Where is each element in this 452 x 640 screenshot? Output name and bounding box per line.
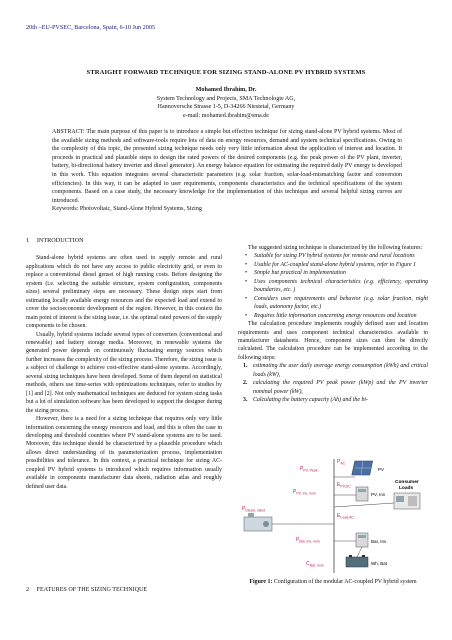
label-pdiesel: $P_{Diesel, rated}$ bbox=[242, 506, 265, 513]
step-list bbox=[238, 362, 428, 404]
keywords: Keywords: Photovoltaic, Stand-Alone Hybrid Systems, Sizing bbox=[52, 206, 202, 213]
author-block bbox=[0, 86, 452, 120]
pv-inverter-icon bbox=[356, 487, 368, 501]
diesel-generator-icon bbox=[244, 513, 272, 531]
feature-item: • Considers user requirements and behavior (e.g. solar fraction, night loads, autonomy factor, etc.) bbox=[254, 295, 428, 312]
author-email: e-mail: mohamed.ibrahim@sma.de bbox=[183, 112, 269, 119]
feature-item: • Requires little information concerning energy resources and location bbox=[254, 312, 428, 320]
features-intro: The suggested sizing technique is characterized by the following features: bbox=[248, 245, 423, 251]
label-wh-bat: Wh, Bat bbox=[371, 561, 388, 566]
label-pinv: $P_{PV, Inv, nom}$ bbox=[293, 489, 316, 496]
intro-paragraph-3: However, there is a need for a sizing technique that requires only very little information concerning the energy resources and load, and this is often the case in developing and threshold countries where PV stand-alone systems are to be used. Moreover, this technique should be characterized by a plausible procedure which allows direct understanding of its parameterization process, implementation possibilities and tolerance. In this context, a practical technique for sizing AC-coupled PV hybrid systems is introduced which requires information usually available in components manufacturer data sheets, radiation atlas and roughly defined user data. bbox=[26, 416, 222, 490]
label-pv-inv: PV, Inv bbox=[371, 492, 386, 497]
label-epv: $E_{PV,DC}$ bbox=[337, 482, 351, 489]
caption-text: Configuration of the modular AC-coupled PV hybrid system bbox=[273, 579, 417, 585]
label-eload: $E_{Load,AC}$ bbox=[337, 513, 354, 520]
section-1-heading: 1 INTRODUCTION bbox=[26, 237, 84, 244]
abstract bbox=[52, 128, 402, 214]
label-cbat: $C_{Bat, nom}$ bbox=[306, 561, 324, 568]
left-column bbox=[26, 237, 222, 491]
figure-1-diagram bbox=[238, 455, 428, 575]
feature-item: • Suitable for sizing PV hybrid systems for remote and rural locations bbox=[254, 252, 428, 260]
section-2-heading: 2 FEATURES OF THE SIZING TECHNIQUE bbox=[26, 587, 148, 593]
feature-item: • Uses components technical characteristics (e.g. efficiency, operating boundaries, etc. ) bbox=[254, 278, 428, 295]
intro-paragraph-2: Usually, hybrid systems include several types of converters (conventional and renewable) and battery storage media. Moreover, in renewable systems the generated power depends on continuously fluctuating energy sources which further increases the complexity of the sizing process. Therefore, the sizing issue is a subject of challenge to achieve cost-effective stand-alone systems. Accordingly, several sizing techniques have been developed. Some of them depend on statistical methods, others use time-series with optimizations techniques, refer to studies by [1] and [2]. Not only mathematical techniques are deduced for system sizing tasks but a lot of simulation software has been developed to support the designer during the sizing process. bbox=[26, 331, 222, 414]
feature-item: • Usable for AC-coupled stand-alone hybrid systems, refer to Figure 1 bbox=[254, 261, 428, 269]
author-address: Hannoversche Strasse 1-5, D-34266 Niestetal, Germany bbox=[157, 104, 295, 111]
author-affiliation: System Technology and Projects, SMA Technologie AG, bbox=[156, 95, 296, 102]
conference-header: 20th –EU-PVSEC, Barcelona, Spain, 6-10 Jun 2005 bbox=[26, 24, 156, 31]
label-consumer: Consumer bbox=[395, 480, 419, 485]
step-item: 2. calculating the required PV peak power (kWp) and the PV inverter nominal power (kW), bbox=[243, 380, 428, 395]
label-pbatinv: $P_{Bat, Inv, nom}$ bbox=[296, 537, 320, 544]
pv-panel-icon bbox=[352, 461, 373, 475]
label-loads: Loads bbox=[399, 486, 414, 491]
feature-item: • Simple but practical in implementation bbox=[254, 269, 428, 277]
right-column bbox=[238, 244, 428, 405]
author-name: Mohamed Ibrahim, Dr. bbox=[195, 87, 257, 93]
consumer-loads-icon bbox=[394, 493, 420, 509]
battery-inverter-icon bbox=[356, 533, 368, 547]
label-pac: $P_{AC}$ bbox=[337, 459, 346, 466]
abstract-label: ABSTRACT: bbox=[52, 129, 85, 135]
procedure-paragraph: The calculation procedure implements roughly defined user and location requirements and uses component technical characteristics available in manufacturer datasheets. Hence, component sizes can then be directly calculated. The calculation procedure can be implemented according to the following steps: bbox=[238, 321, 428, 361]
label-pv: PV bbox=[378, 467, 385, 472]
feature-list bbox=[238, 252, 428, 320]
step-item: 1. estimating the user daily average energy consumption (kWh) and critical loads (kW), bbox=[243, 363, 428, 378]
step-item: 3. Calculating the battery capacity (Ah) and the bi- bbox=[243, 397, 369, 404]
label-bat-inv: Bat, Inv bbox=[371, 539, 387, 544]
intro-paragraph-1: Stand-alone hybrid systems are often used to supply remote and rural applications which do not have any access to public electricity grid, or even to replace a conventional diesel genset of high running costs. Before designing the system (i.e. selecting the suitable structure, system configuration, components sizes) several preliminary steps are necessary. These design steps start from estimating locally available energy resources and the expected load and extend to cover the socioeconomic development of the region. However, in this context the main point of interest is the sizing issue, i.e. the optimal rated powers of the supply components to be chosen. bbox=[26, 255, 222, 330]
label-pv-peak: $P_{PV, Peak}$ bbox=[300, 466, 318, 473]
abstract-text: The main purpose of this paper is to introduce a simple but effective technique for sizing stand-alone PV hybrid systems. Most of the available sizing methods and software-tools require lots of data on energy resources, demand and system technical specifications. Owing to the complexity of this topic, the presented sizing technique needs only very little information about the application of interest and location. It proceeds in practical and plausible steps to design the rated powers of the desired components (e.g. the peak power of the PV plant, inverter, battery, bi-directional battery inverter and diesel generator). An energy balance equation for estimating the required daily PV energy is developed in this work. This equation integrates several characteristic parameters (e.g. solar fraction, solar-load-mismatching factor and conversion efficiencies). In this way, it can be adapted to user requirements, components characteristics and the technical specifications of the system components. Based on a case study, the necessary knowledge for the implementation of this technique and several helpful sizing curves are introduced. bbox=[52, 129, 402, 204]
caption-label: Figure 1: bbox=[249, 579, 273, 585]
figure-1-caption bbox=[238, 578, 428, 586]
paper-title: STRAIGHT FORWARD TECHNIQUE FOR SIZING STAND-ALONE PV HYBRID SYSTEMS bbox=[86, 69, 366, 76]
